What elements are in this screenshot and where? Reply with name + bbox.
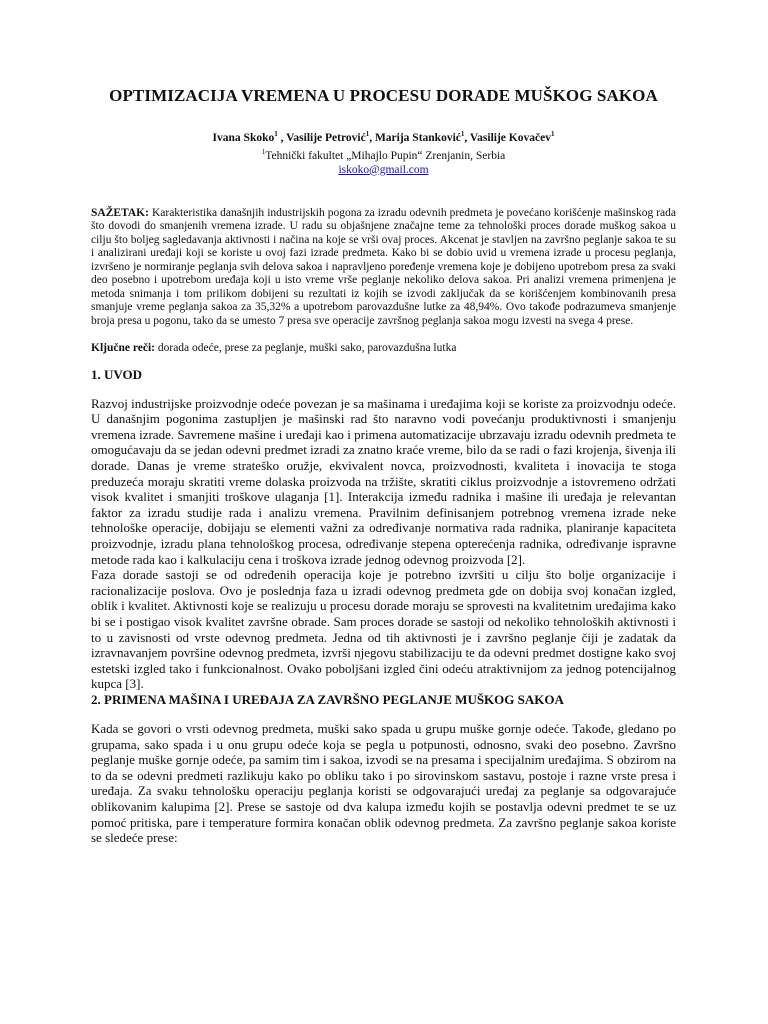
abstract bbox=[91, 207, 676, 329]
author-list bbox=[91, 127, 676, 145]
author-separator: , bbox=[369, 131, 375, 144]
author-affiliation-mark: 1 bbox=[274, 130, 278, 138]
section-heading-uvod: 1. UVOD bbox=[91, 366, 143, 382]
abstract-text: Karakteristika današnjih industrijskih pogona za izradu odevnih predmeta je povećano korišćenje mašinskog rada što dovodi do smanjenih vremena izrade. U radu su objašnjene značajne teme za tehnološki proces dorade muškog sakoa u cilju što boljeg sagledavanja aktivnosti i načina na koje se vrši ovaj proces. Akcenat je stavljen na završno peglanje sakoa te su i analizirani uređaji koji se koriste u ovoj fazi izrade predmeta. Kako bi se dobio uvid u vremena izrade u procesu peglanja, izvršeno je normiranje peglanja svih delova sakoa i napravljeno poređenje vremena koje je dobijeno upotrebom presa za svaki deo posebno i upotrebom uređaja koji u isto vreme vrše peglanje nekoliko delova sakoa. Pri analizi vremena primenjena je metoda snimanja i tom prilikom dobijeni su rezultati iz kojih se izvodi zaključak da se korišćenjem kombinovanih presa smanjuje vreme peglanja sakoa za 35,32% a upotrebom parovazdušne lutke za 48,94%. Ovo takođe podrazumeva smanjenje broja presa u pogonu, tako da se umesto 7 presa sve operacije završnog peglanja sakoa mogu izvesti na svega 4 prese. bbox=[91, 206, 677, 327]
keywords bbox=[91, 341, 676, 355]
section2-paragraph: Kada se govori o vrsti odevnog predmeta, muški sako spada u grupu muške gornje odeće. Takođe, gledano po grupama, sako spada i u onu grupu odeće koja se pegla u potpunosti, odnosno, svaki deo posebno. Završno peglanje muške gornje odeće, pa samim tim i sakoa, izvodi se na presama i specijalnim uređajima. S obzirom na to da se odevni predmeti razlikuju kako po obliku tako i po sirovinskom sastavu, postoje i razne vrste presa i uređaja. Za svaku tehnološku operaciju peglanja koristi se odgovarajući uređaj za peglanje sa odgovarajuće oblikovanim kalupima [2]. Prese se sastoje od dva kalupa između kojih se postavlja odevni predmet te se uz pomoć pritiska, pare i temperature formira konačan oblik odevnog predmeta. Za završno peglanje sakoa koriste se sledeće prese: bbox=[91, 720, 676, 846]
author-name: Ivana Skoko bbox=[212, 131, 275, 144]
affiliation bbox=[91, 145, 676, 163]
author-affiliation-mark: 1 bbox=[365, 130, 370, 138]
paper-title: OPTIMIZACIJA VREMENA U PROCESU DORADE MUŠKOG SAKOA bbox=[109, 86, 658, 105]
keywords-label: Ključne reči: bbox=[91, 342, 155, 355]
author-name: Vasilije Petrović bbox=[286, 131, 366, 144]
author-affiliation-mark: 1 bbox=[460, 130, 465, 138]
author-separator: , bbox=[464, 131, 470, 144]
keywords-text: dorada odeće, prese za peglanje, muški sako, parovazdušna lutka bbox=[157, 342, 457, 355]
abstract-label: SAŽETAK: bbox=[91, 206, 149, 219]
section-heading-primena: 2. PRIMENA MAŠINA I UREĐAJA ZA ZAVRŠNO PEGLANJE MUŠKOG SAKOA bbox=[91, 691, 564, 707]
author-name: Vasilije Kovačev bbox=[469, 131, 551, 144]
author-affiliation-mark: 1 bbox=[550, 130, 555, 138]
affiliation-mark: 1 bbox=[261, 147, 266, 156]
section1-paragraph: Faza dorade sastoji se od određenih operacija koje je potrebno izvršiti u cilju što bolje organizacije i racionalizacije poslova. Ovo je poslednja faza u izradi odevnog predmeta gde on dobija svoj konačan izgled, oblik i kvalitet. Aktivnosti koje se realizuju u procesu dorade moraju se sprovesti na kvalitetnim uređajima kako bi se i postigao visok kvalitet završne obrade. Sam proces dorade se sastoji od nekoliko tehnoloških aktivnosti i to u zavisnosti od vrste odevnog predmeta. Jedna od tih aktivnosti je i završno peglanje čiji je zadatak da izravnavanjem površine odevnog predmeta, izvrši njegovu stabilizaciju te da odevni predmet dostigne kako svoj estetski izgled tako i funkcionalnost. Ovako poboljšani izgled čini odeću atraktivnijom za jednog potencijalnog kupca [3]. bbox=[91, 567, 676, 692]
author-name: Marija Stanković bbox=[374, 131, 461, 144]
affiliation-text: Tehnički fakultet „Mihajlo Pupin“ Zrenjanin, Serbia bbox=[265, 149, 506, 162]
author-separator: , bbox=[277, 131, 287, 144]
author-email-link[interactable]: iskoko@gmail.com bbox=[338, 163, 429, 176]
section1-paragraph: Razvoj industrijske proizvodnje odeće povezan je sa mašinama i uređajima koji se koriste za proizvodnju odeće. U današnjim pogonima zastupljen je mašinski rad što naravno vodi povećanju produktivnosti i smanjenju vremena izrade. Savremene mašine i uređaji kao i primena automatizacije ubrzavaju izradu odevnih predmeta te omogućavaju da se jedan odevni predmet izradi za znatno kraće vreme, bilo da se radi o fazi krojenja, šivenja ili dorade. Danas je vreme strateško oružje, ekvivalent novca, proizvodnosti, kvaliteta i inovacija te stoga preduzeća moraju skratiti vreme dolaska proizvoda na tržište, skratiti ciklus proizvodnje a istovremeno održati visok kvalitet i smanjiti troškove ulaganja [1]. Interakcija između radnika i mašine ili uređaja je relevantan faktor za izradu studije rada i analizu vremena. Pravilnim definisanjem potrebnog vremena izrade neke tehnološke operacije, dobijaju se elementi važni za određivanje normativa rada radnika, planiranje kapaciteta proizvodnje, izradu plana tehnološkog procesa, određivanje stepena opterećenja radnika, određivanje ispravne metode rada kao i kalkulaciju cena i troškova izrade jednog odevnog proizvoda [2]. bbox=[91, 395, 676, 567]
paper-page bbox=[91, 86, 676, 846]
